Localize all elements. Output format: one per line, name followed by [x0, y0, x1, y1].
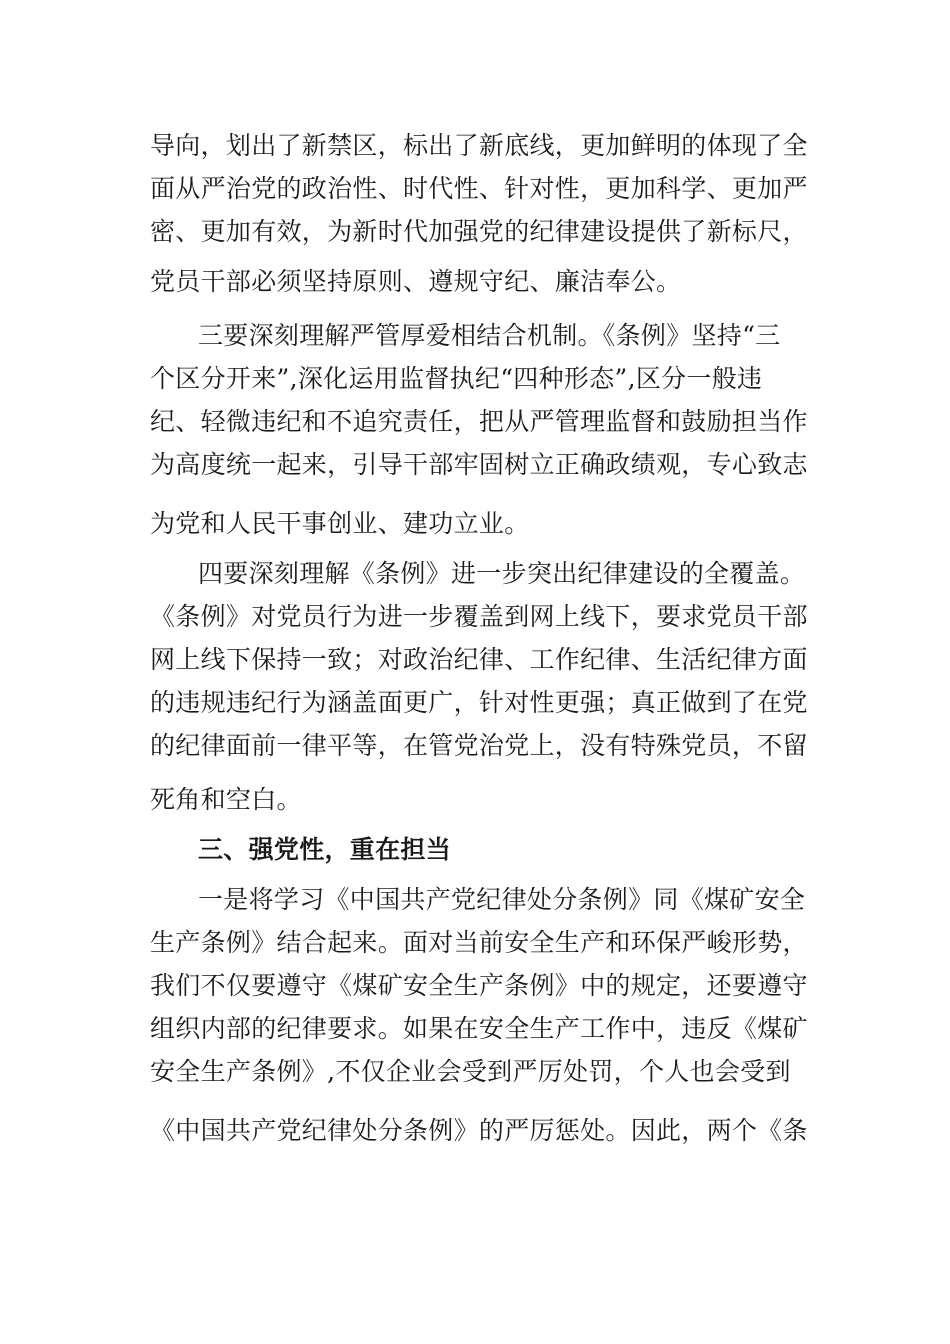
paragraph-line: 生产条例》结合起来。面对当前安全生产和环保严峻形势， — [150, 928, 808, 957]
paragraph-line: 面从严治党的政治性、时代性、针对性，更加科学、更加严 — [150, 174, 808, 203]
paragraph-first-line: 一是将学习《中国共产党纪律处分条例》同《煤矿安全 — [198, 885, 806, 914]
paragraph-line: 的纪律面前一律平等，在管党治党上，没有特殊党员，不留 — [150, 731, 808, 760]
paragraph-line: 《条例》对党员行为进一步覆盖到网上线下，要求党员干部 — [150, 602, 808, 631]
paragraph-line: 党员干部必须坚持原则、遵规守纪、廉洁奉公。 — [150, 267, 682, 296]
paragraph-line: 密、更加有效，为新时代加强党的纪律建设提供了新标尺， — [150, 217, 808, 246]
paragraph-line: 网上线下保持一致；对政治纪律、工作纪律、生活纪律方面 — [150, 645, 808, 674]
paragraph-line: 死角和空白。 — [150, 785, 302, 814]
paragraph-line: 安全生产条例》,不仅企业会受到严厉处罚，个人也会受到 — [150, 1057, 791, 1086]
paragraph-first-line: 四要深刻理解《条例》进一步突出纪律建设的全覆盖。 — [198, 559, 806, 588]
paragraph-line: 为党和人民干事创业、建功立业。 — [150, 509, 530, 538]
paragraph-line: 我们不仅要遵守《煤矿安全生产条例》中的规定，还要遵守 — [150, 971, 808, 1000]
paragraph-line: 组织内部的纪律要求。如果在安全生产工作中，违反《煤矿 — [150, 1014, 808, 1043]
paragraph-line: 为高度统一起来，引导干部牢固树立正确政绩观，专心致志 — [150, 450, 808, 479]
paragraph-line: 纪、轻微违纪和不追究责任，把从严管理监督和鼓励担当作 — [150, 407, 808, 436]
paragraph-line: 个区分开来”,深化运用监督执纪“四种形态”,区分一般违 — [150, 364, 763, 393]
paragraph-first-line: 三要深刻理解严管厚爱相结合机制。《条例》坚持“三 — [198, 321, 781, 350]
paragraph-line: 《中国共产党纪律处分条例》的严厉惩处。因此，两个《条 — [150, 1116, 808, 1145]
paragraph-line: 的违规违纪行为涵盖面更广，针对性更强；真正做到了在党 — [150, 688, 808, 717]
section-heading: 三、强党性，重在担当 — [198, 835, 452, 864]
paragraph-line: 导向，划出了新禁区，标出了新底线，更加鲜明的体现了全 — [150, 131, 808, 160]
